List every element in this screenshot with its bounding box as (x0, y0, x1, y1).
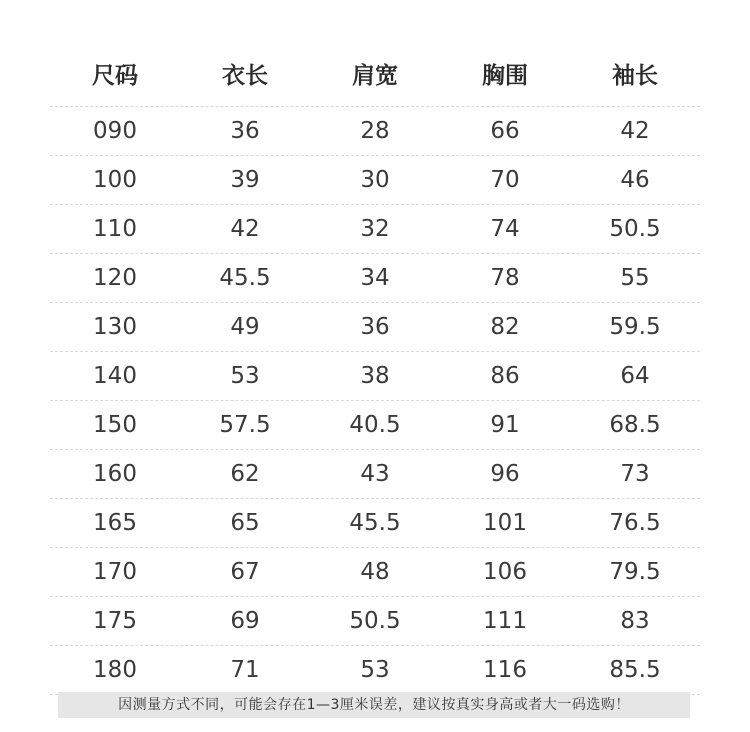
table-row (50, 107, 700, 156)
length-cell: 62 (230, 461, 260, 487)
table-row (50, 548, 700, 597)
sleeve-cell: 85.5 (609, 657, 661, 683)
size-cell: 090 (93, 118, 137, 144)
sleeve-cell: 59.5 (609, 314, 661, 340)
size-cell: 150 (93, 412, 137, 438)
size-cell: 165 (93, 510, 137, 536)
chest-cell: 70 (490, 167, 520, 193)
chest-cell: 106 (483, 559, 527, 585)
chest-cell: 101 (483, 510, 527, 536)
size-cell: 100 (93, 167, 137, 193)
size-cell: 130 (93, 314, 137, 340)
chest-cell: 116 (483, 657, 527, 683)
chest-cell: 96 (490, 461, 520, 487)
chest-cell: 74 (490, 216, 520, 242)
header-chest: 胸围 (482, 62, 528, 89)
header-size: 尺码 (92, 62, 138, 89)
length-cell: 36 (230, 118, 260, 144)
table-row (50, 156, 700, 205)
shoulder-cell: 38 (360, 363, 390, 389)
sleeve-cell: 46 (620, 167, 650, 193)
chest-cell: 91 (490, 412, 520, 438)
length-cell: 69 (230, 608, 260, 634)
size-cell: 110 (93, 216, 137, 242)
table-row (50, 205, 700, 254)
shoulder-cell: 28 (360, 118, 390, 144)
length-cell: 39 (230, 167, 260, 193)
size-cell: 140 (93, 363, 137, 389)
chest-cell: 66 (490, 118, 520, 144)
shoulder-cell: 50.5 (349, 608, 401, 634)
shoulder-cell: 40.5 (349, 412, 401, 438)
header-length: 衣长 (222, 62, 268, 89)
length-cell: 53 (230, 363, 260, 389)
shoulder-cell: 36 (360, 314, 390, 340)
chest-cell: 78 (490, 265, 520, 291)
size-cell: 180 (93, 657, 137, 683)
size-cell: 160 (93, 461, 137, 487)
length-cell: 45.5 (219, 265, 271, 291)
sleeve-cell: 73 (620, 461, 650, 487)
shoulder-cell: 32 (360, 216, 390, 242)
header-sleeve: 袖长 (612, 62, 658, 89)
shoulder-cell: 34 (360, 265, 390, 291)
length-cell: 71 (230, 657, 260, 683)
sleeve-cell: 79.5 (609, 559, 661, 585)
length-cell: 65 (230, 510, 260, 536)
sleeve-cell: 83 (620, 608, 650, 634)
sleeve-cell: 55 (620, 265, 650, 291)
shoulder-cell: 48 (360, 559, 390, 585)
size-cell: 170 (93, 559, 137, 585)
size-chart-table (50, 40, 700, 695)
table-row (50, 303, 700, 352)
size-cell: 120 (93, 265, 137, 291)
length-cell: 42 (230, 216, 260, 242)
header-shoulder: 肩宽 (352, 62, 398, 89)
sleeve-cell: 64 (620, 363, 650, 389)
shoulder-cell: 30 (360, 167, 390, 193)
sleeve-cell: 42 (620, 118, 650, 144)
length-cell: 49 (230, 314, 260, 340)
chest-cell: 82 (490, 314, 520, 340)
sleeve-cell: 50.5 (609, 216, 661, 242)
size-cell: 175 (93, 608, 137, 634)
table-row (50, 352, 700, 401)
table-row (50, 254, 700, 303)
table-row (50, 499, 700, 548)
sleeve-cell: 76.5 (609, 510, 661, 536)
table-row (50, 450, 700, 499)
chest-cell: 86 (490, 363, 520, 389)
shoulder-cell: 43 (360, 461, 390, 487)
table-header-row (50, 40, 700, 107)
table-row (50, 597, 700, 646)
table-row (50, 401, 700, 450)
shoulder-cell: 45.5 (349, 510, 401, 536)
measurement-note: 因测量方式不同，可能会存在1—3厘米误差，建议按真实身高或者大一码选购！ (58, 692, 690, 718)
chest-cell: 111 (483, 608, 527, 634)
sleeve-cell: 68.5 (609, 412, 661, 438)
length-cell: 67 (230, 559, 260, 585)
length-cell: 57.5 (219, 412, 271, 438)
table-row (50, 646, 700, 695)
shoulder-cell: 53 (360, 657, 390, 683)
